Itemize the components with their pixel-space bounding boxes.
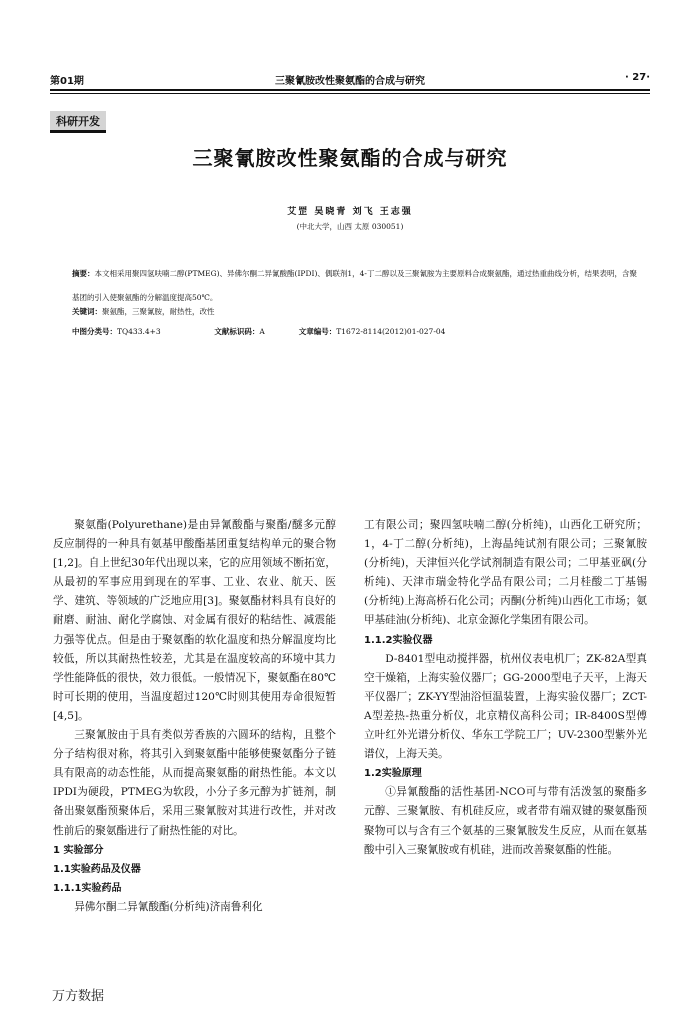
article-no-label: 文章编号： — [298, 327, 337, 336]
abstract — [72, 262, 640, 310]
abstract-text: 本文相采用聚四氢呋喃二醇(PTMEG)、异佛尔酮二异氰酸酯(IPDI)、偶联剂1，4-丁二醇以及三聚氰胺为主要原料合成聚氨酯，通过热重曲线分析，结果表明，含聚基团的引入使聚氨酯的分解温度提高50℃。 — [72, 269, 637, 302]
issue-number: 第01期 — [50, 76, 84, 87]
paragraph-reagents-cont: 工有限公司；聚四氢呋喃二醇(分析纯)，山西化工研究所；1，4-丁二醇(分析纯)，上海晶纯试剂有限公司；三聚氰胺(分析纯)，天津恒兴化学试剂制造有限公司；二甲基亚砜(分析纯)、天津市瑞金特化学品有限公司；二月桂酸二丁基锡(分析纯)上海高桥石化公司；丙酮(分析纯)山西化工市场；氨甲基硅油(分析纯)、北京金源化学集团有限公司。 — [364, 519, 647, 627]
paragraph-instruments: D-8401型电动搅拌器，杭州仪表电机厂；ZK-82A型真空干燥箱，上海实验仪器厂；GG-2000型电子天平，上海天平仪器厂；ZK-YY型油浴恒温装置，上海实验仪器厂；ZCT-A型差热-热重分析仪，北京精仪高科公司；IR-8400S型傅立叶红外光谱分析仪、华东工学院工厂；UV-2300型紫外光谱仪，上海天美。 — [364, 652, 647, 761]
keywords-label: 关键词： — [72, 307, 102, 316]
authors: 艾罡 吴晓青 刘飞 王志强 — [287, 207, 413, 217]
running-header — [50, 70, 650, 88]
affiliation: (中北大学，山西 太原 030051) — [296, 222, 404, 231]
keywords-text: 聚氨酯，三聚氰胺，耐热性，改性 — [102, 307, 215, 316]
clc-value: TQ433.4+3 — [117, 327, 161, 336]
paragraph-intro: 聚氨酯(Polyurethane)是由异氰酸酯与聚酯/醚多元醇反应制得的一种具有氨基甲酸酯基团重复结构单元的聚合物[1,2]。自上世纪30年代出现以来，它的应用领域不断拓宽，从最初的军事应用到现在的军事、工业、农业、航天、医学、建筑、等领域的广泛地应用[3]。聚氨酯材料具有良好的耐磨、耐油、耐化学腐蚀、对金属有很好的粘结性、减震能力强等优点。但是由于聚氨酯的软化温度和热分解温度均比较低，所以其耐热性较差，尤其是在温度较高的环境中其力学性能降低的很快，效力很低。一般情况下，聚氨酯在80℃时可长期的使用，当温度超过120℃时则其使用寿命很短暂[4,5]。 — [53, 519, 336, 722]
section-tag: 科研开发 — [50, 111, 106, 133]
heading-reagents-instruments: 1.1实验药品及仪器 — [53, 863, 141, 875]
doc-code-label: 文献标识码： — [214, 327, 260, 336]
running-title: 三聚氰胺改性聚氨酯的合成与研究 — [275, 76, 425, 87]
clc-label: 中图分类号： — [72, 327, 117, 336]
paragraph-principle: ①异氰酸酯的活性基团-NCO可与带有活泼氢的聚酯多元醇、三聚氰胺、有机硅反应，或者带有端双键的聚氨酯预聚物可以与含有三个氨基的三聚氰胺发生反应，从而在氨基酸中引入三聚氰胺或有机硅，进而改善聚氨酯的性能。 — [364, 786, 647, 856]
body-column-right — [364, 516, 647, 860]
doc-code-value: A — [259, 327, 265, 336]
heading-experimental: 1 实验部分 — [53, 844, 104, 856]
paragraph-reagents-start: 异佛尔酮二异氰酸酯(分析纯)济南鲁利化 — [74, 900, 263, 913]
keywords — [72, 306, 215, 317]
body-column-left — [53, 516, 336, 917]
abstract-label: 摘要： — [72, 269, 95, 278]
header-rule-thick — [50, 89, 650, 91]
article-meta — [72, 326, 640, 337]
article-no-value: T1672-8114(2012)01-027-04 — [336, 327, 446, 336]
page-number: · 27· — [625, 72, 650, 83]
heading-reagents: 1.1.1实验药品 — [53, 882, 122, 894]
watermark: 万方数据 — [52, 989, 105, 1004]
heading-principle: 1.2实验原理 — [364, 768, 422, 780]
paragraph-melamine: 三聚氰胺由于具有类似芳香族的六圆环的结构，且整个分子结构很对称，将其引入到聚氨酯中能够使聚氨酯分子链具有限高的动态性能，从而提高聚氨酯的耐热性能。本文以IPDI为硬段，PTMEG为软段，小分子多元醇为扩链剂，制备出聚氨酯预聚体后，采用三聚氰胺对其进行改性，并对改性前后的聚氨酯进行了耐热性能的对比。 — [53, 729, 336, 837]
header-rule-thin — [50, 93, 650, 94]
article-title: 三聚氰胺改性聚氨酯的合成与研究 — [192, 146, 508, 170]
heading-instruments: 1.1.2实验仪器 — [364, 634, 433, 646]
